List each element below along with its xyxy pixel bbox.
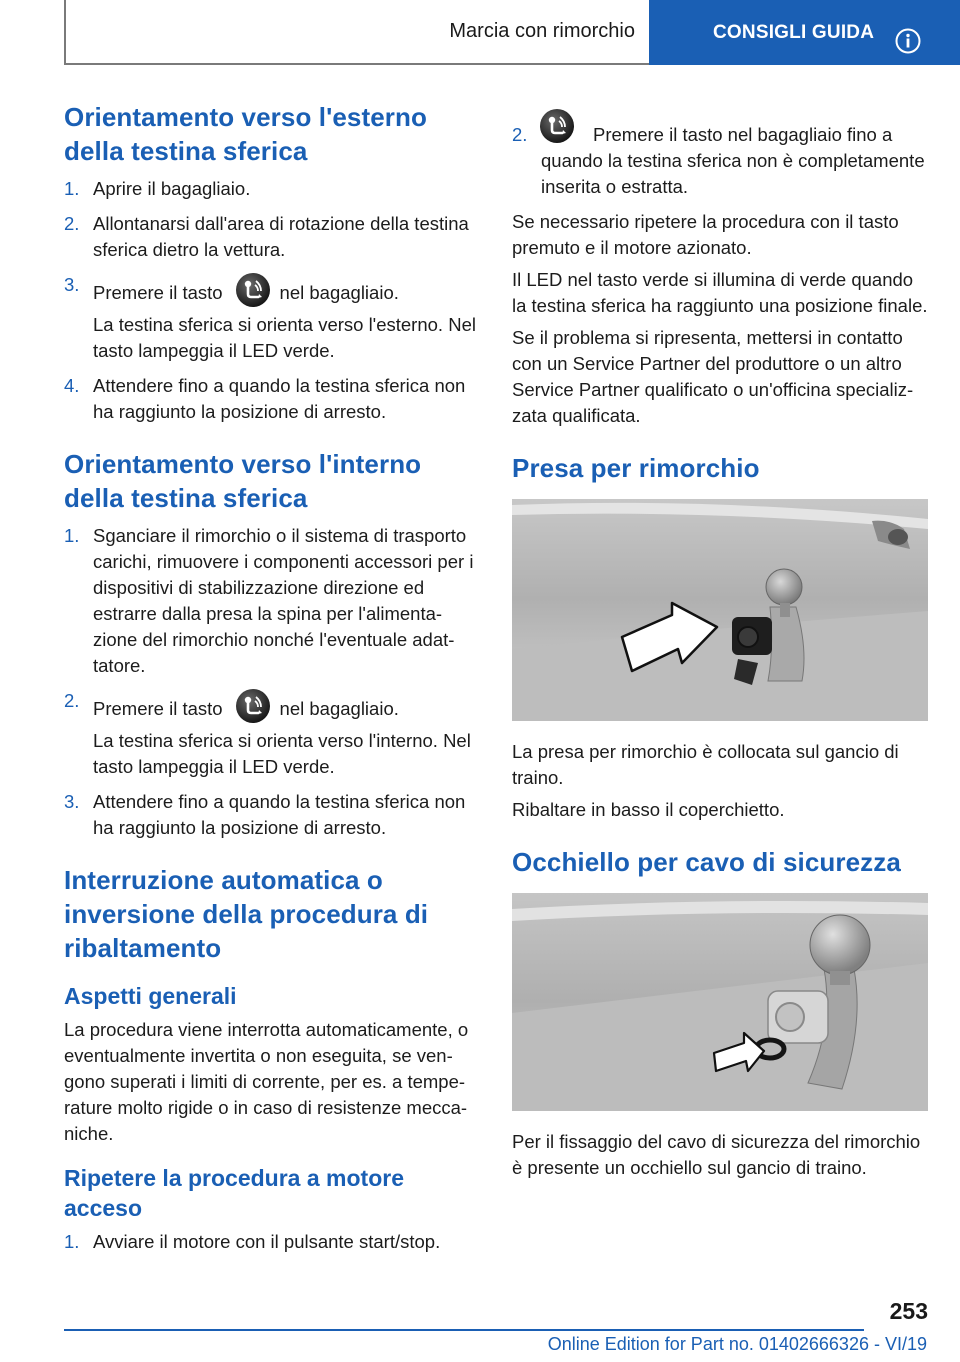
general-aspects-text: La procedura viene interrotta automaticamente, o eventualmente invertita o non eseguita, se vengono superati i limiti di corrente, per es. a temperature molto rigide o in caso di resistenze meccaniche. (64, 1019, 469, 1144)
steps-orient-outward (64, 176, 480, 425)
header-chapter-title: CONSIGLI GUIDA (713, 21, 875, 43)
info-icon[interactable] (895, 28, 921, 54)
header-section-title: Marcia con rimorchio (449, 20, 635, 42)
step-number: 3. (64, 274, 80, 295)
heading-safety-cable-eyelet: Occhiello per cavo di sicurezza (512, 847, 901, 877)
list-item (64, 373, 480, 425)
step-text: Sganciare il rimorchio o il sistema di trasporto carichi, rimuovere i componenti accessori per i dispositivi di stabilizzazione direzione ed estrarre dalla presa la spina per l'alimentazione del rimorchio nonché l'eventuale adattatore. (93, 525, 474, 676)
list-item (64, 523, 480, 679)
footer-edition-text (0, 1334, 927, 1355)
step-note: La testina sferica si orienta verso l'interno. Nel tasto lampeggia il LED verde. (93, 730, 471, 777)
paragraph: Il LED nel tasto verde si illumina di verde quando la testina sferica ha raggiunto una posizione finale. (512, 269, 928, 316)
step-text (93, 272, 480, 308)
paragraph: Se il problema si ripresenta, mettersi in contatto con un Service Partner del produttore o un altro Service Partner qualificato o un'officina specializzata qualificata. (512, 327, 914, 426)
subheading-repeat-engine-on: Ripetere la procedura a motore acceso (64, 1165, 404, 1221)
step-text-before: Premere il tasto (93, 282, 223, 303)
list-item (64, 272, 480, 364)
heading-orient-outward: Orientamento verso l'esterno della testina sferica (64, 102, 427, 166)
list-item (64, 688, 480, 780)
list-item (512, 122, 928, 200)
right-column (512, 122, 928, 1187)
step-text: Avviare il motore con il pulsante start/stop. (93, 1231, 441, 1252)
step-number: 1. (64, 1231, 80, 1252)
list-item (64, 176, 480, 202)
heading-trailer-socket: Presa per rimorchio (512, 453, 760, 483)
safety-cable-eyelet-illustration (512, 893, 928, 1111)
step-text: Premere il tasto nel bagagliaio fino a quando la testina sferica non è completamente inserita o estratta. (541, 124, 925, 197)
list-item (64, 1229, 480, 1255)
step-number: 1. (64, 178, 80, 199)
steps-orient-inward (64, 523, 480, 841)
trailer-socket-caption-2: Ribaltare in basso il coperchietto. (512, 799, 785, 820)
trailer-hitch-button-icon (235, 688, 271, 724)
trailer-hitch-button-icon (235, 272, 271, 308)
step-number: 4. (64, 375, 80, 396)
left-column (64, 100, 480, 1264)
header-rule-bottom (64, 63, 649, 65)
steps-repeat-engine-on-continued (512, 122, 928, 200)
step-text: Attendere fino a quando la testina sferica non ha raggiunto la posizione di arresto. (93, 375, 466, 422)
steps-repeat-engine-on (64, 1229, 480, 1255)
footer-rule (64, 1329, 864, 1331)
step-number: 2. (64, 213, 80, 234)
step-number: 2. (512, 124, 528, 145)
step-text: Attendere fino a quando la testina sferica non ha raggiunto la posizione di arresto. (93, 791, 466, 838)
trailer-hitch-button-icon (539, 108, 575, 144)
heading-orient-inward: Orientamento verso l'interno della testina sferica (64, 449, 422, 513)
list-item (64, 789, 480, 841)
step-text (93, 688, 480, 724)
paragraph: Se necessario ripetere la procedura con il tasto premuto e il motore azionato. (512, 211, 899, 258)
safety-cable-eyelet-caption: Per il fissaggio del cavo di sicurezza del rimorchio è presente un occhiello sul gancio di traino. (512, 1131, 921, 1178)
step-text: Aprire il bagagliaio. (93, 178, 251, 199)
step-text-after: nel bagagliaio. (279, 282, 399, 303)
trailer-socket-illustration (512, 499, 928, 721)
trailer-socket-caption: La presa per rimorchio è collocata sul gancio di traino. (512, 741, 899, 788)
step-number: 3. (64, 791, 80, 812)
subheading-general-aspects: Aspetti generali (64, 983, 237, 1009)
step-text: Allontanarsi dall'area di rotazione della testina sferica dietro la vettura. (93, 213, 469, 260)
step-note: La testina sferica si orienta verso l'esterno. Nel tasto lampeggia il LED verde. (93, 314, 476, 361)
page-number: 253 (889, 1298, 928, 1324)
list-item (64, 211, 480, 263)
step-text-after: nel bagagliaio. (279, 698, 399, 719)
step-text-before: Premere il tasto (93, 698, 223, 719)
heading-auto-interruption: Interruzione automatica o inversione della procedura di ribaltamento (64, 865, 429, 963)
step-number: 1. (64, 525, 80, 546)
step-number: 2. (64, 690, 80, 711)
edition-text: Online Edition for Part no. 01402666326 - VI/19 (547, 1334, 927, 1354)
